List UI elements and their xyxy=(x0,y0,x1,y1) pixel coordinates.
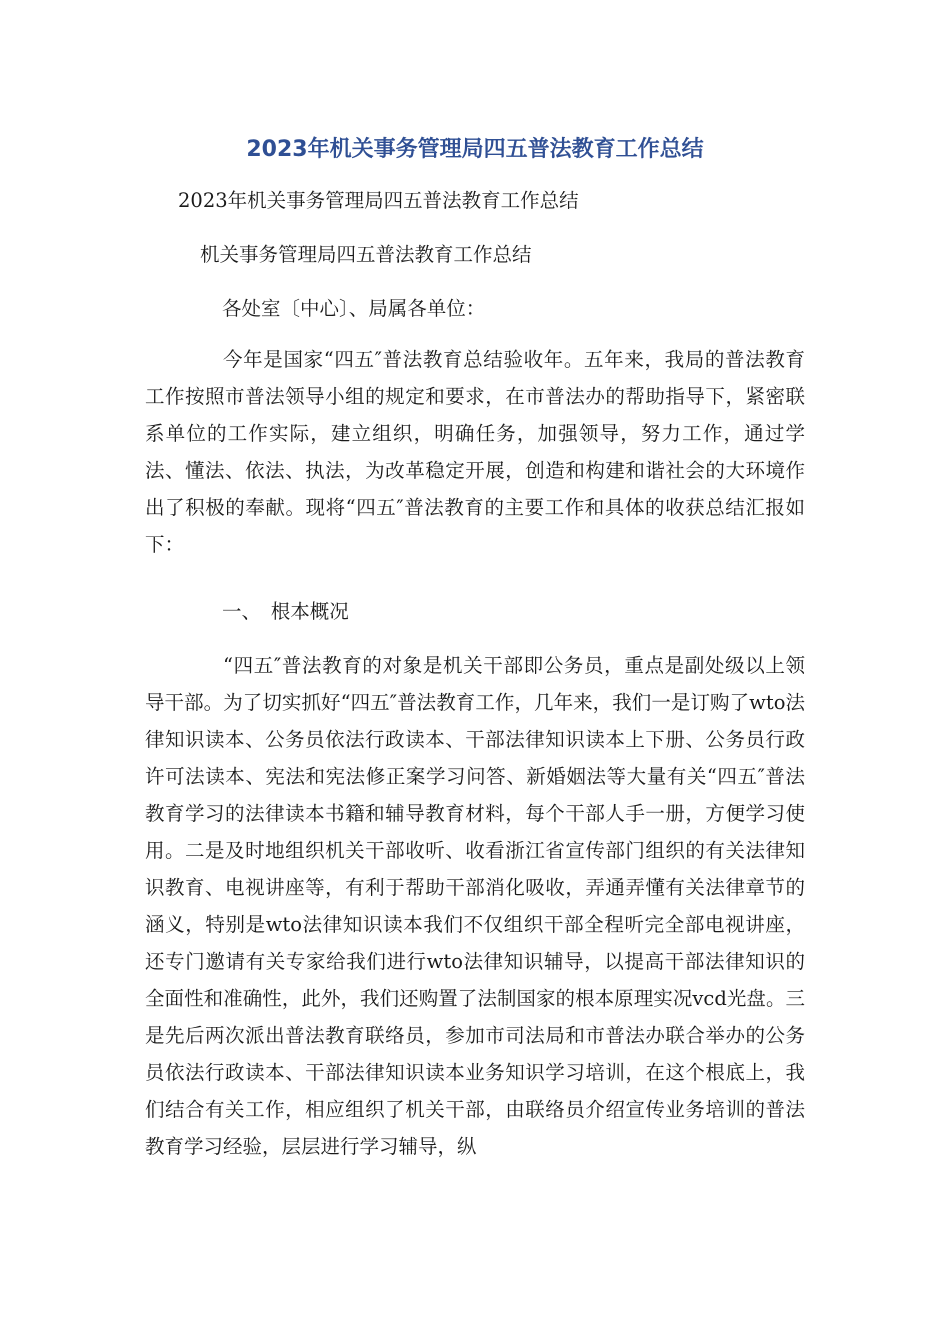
document-title: 2023年机关事务管理局四五普法教育工作总结 xyxy=(246,137,704,162)
subtitle-line-1: 2023年机关事务管理局四五普法教育工作总结 xyxy=(178,189,579,212)
salutation: 各处室〔中心〕、局属各单位： xyxy=(222,297,486,320)
paragraph-overview: “四五″普法教育的对象是机关干部即公务员，重点是副处级以上领导干部。为了切实抓好“四五″普法教育工作，几年来，我们一是订购了wto法律知识读本、公务员依法行政读本、干部法律知识读本上下册、公务员行政许可法读本、宪法和宪法修正案学习问答、新婚姻法等大量有关“四五″普法教育学习的法律读本书籍和辅导教育材料，每个干部人手一册，方便学习使用。二是及时地组织机关干部收听、收看浙江省宣传部门组织的有关法律知识教育、电视讲座等，有利于帮助干部消化吸收，弄通弄懂有关法律章节的涵义，特别是wto法律知识读本我们不仅组织干部全程听完全部电视讲座，还专门邀请有关专家给我们进行wto法律知识辅导，以提高干部法律知识的全面性和准确性，此外，我们还购置了法制国家的根本原理实况vcd光盘。三是先后两次派出普法教育联络员，参加市司法局和市普法办联合举办的公务员依法行政读本、干部法律知识读本业务知识学习培训，在这个根底上，我们结合有关工作，相应组织了机关干部，由联络员介绍宣传业务培训的普法教育学习经验，层层进行学习辅导，纵 xyxy=(145,654,805,1158)
section-heading-overview: 一、 根本概况 xyxy=(222,600,349,623)
subtitle-line-2: 机关事务管理局四五普法教育工作总结 xyxy=(200,243,532,266)
paragraph-intro: 今年是国家“四五″普法教育总结验收年。五年来，我局的普法教育工作按照市普法领导小组的规定和要求，在市普法办的帮助指导下，紧密联系单位的工作实际，建立组织，明确任务，加强领导，努力工作，通过学法、懂法、依法、执法，为改革稳定开展，创造和构建和谐社会的大环境作出了积极的奉献。现将“四五″普法教育的主要工作和具体的收获总结汇报如下： xyxy=(145,348,805,556)
